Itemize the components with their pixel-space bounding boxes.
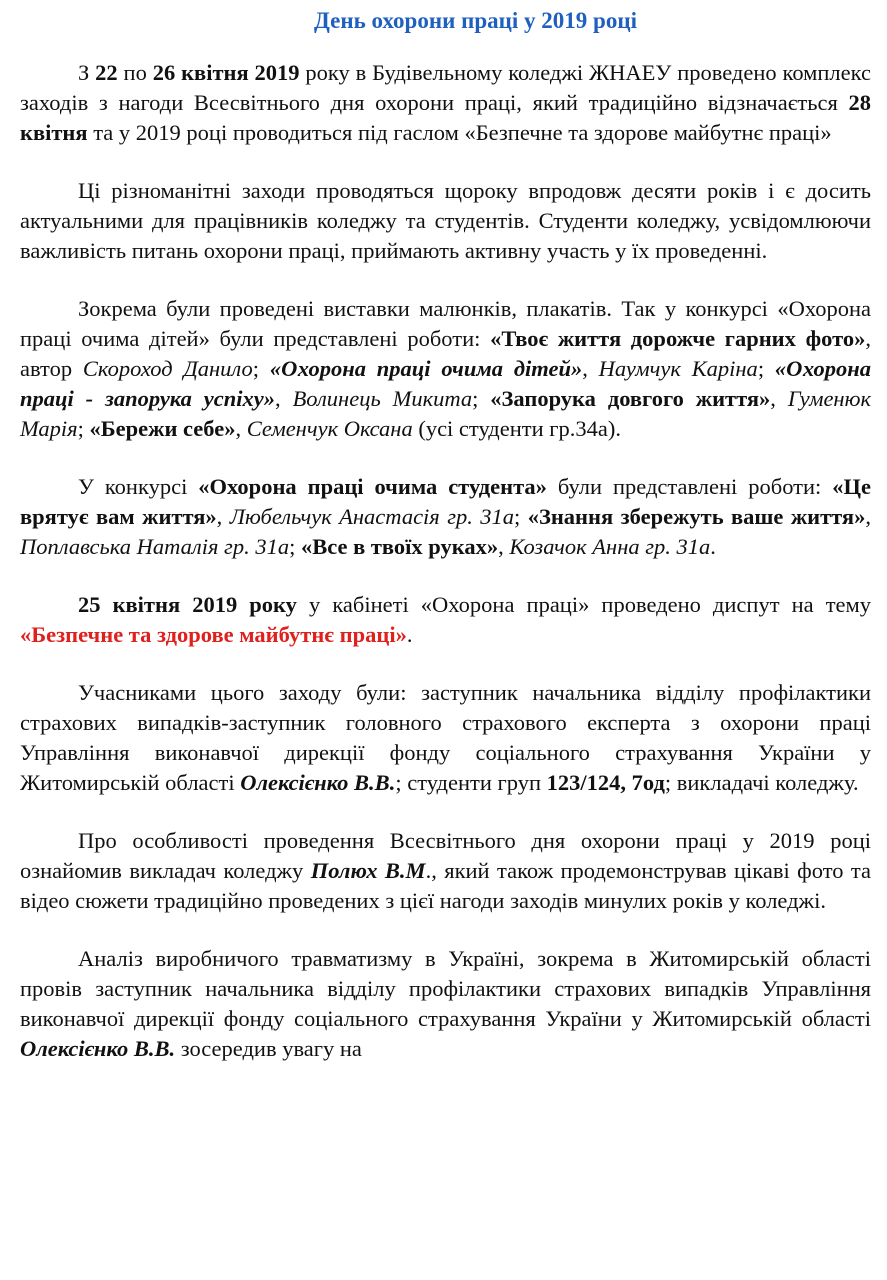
text: по	[117, 60, 153, 85]
person-name: Олексієнко В.В.	[20, 1036, 176, 1061]
date-end: 26 квітня 2019	[152, 60, 300, 85]
paragraph-tradition: Ці різноманітні заходи проводяться щороку впродовж десяти років і є досить актуальними для працівників коледжу та студентів. Студенти коледжу, усвідомлюючи важливість питань охорони праці, приймають активну участь у їх проведенні.	[20, 178, 871, 263]
paragraph-intro	[20, 58, 871, 148]
text: ,	[235, 416, 247, 441]
work-title: «Охорона праці - запорука успіху»	[20, 356, 871, 411]
work-title: «Це врятує вам життя»	[20, 474, 871, 529]
author-name: Наумчук Каріна	[598, 356, 758, 381]
text: ,	[498, 534, 510, 559]
text: ,	[582, 356, 599, 381]
text: З	[78, 60, 96, 85]
author-name: Козачок Анна гр. 31а	[509, 534, 711, 559]
text: ;	[472, 386, 491, 411]
text: ;	[757, 356, 775, 381]
text: .	[406, 622, 413, 647]
document-title: День охорони праці у 2019 році	[314, 8, 637, 33]
author-name: Любельчук Анастасія гр. 31а	[229, 504, 515, 529]
contest-title: «Охорона праці очима студента»	[198, 474, 547, 499]
paragraph-participants	[20, 678, 871, 798]
work-title: «Охорона праці очима дітей»	[269, 356, 583, 381]
date-holiday: 28 квітня	[20, 90, 871, 145]
text: були представлені роботи:	[546, 474, 833, 499]
work-title: «Все в твоїх руках»	[300, 534, 499, 559]
student-groups: 123/124, 7од	[546, 770, 665, 795]
work-title: «Твоє життя дорожче гарних фото»	[490, 326, 866, 351]
text: ,	[770, 386, 788, 411]
text: зосередив увагу на	[175, 1036, 362, 1061]
text: Про особливості проведення Всесвітнього дня охорони праці у 2019 році ознайомив викладач коледжу	[20, 828, 871, 883]
author-name: Волинець Микита	[292, 386, 473, 411]
text: ,	[275, 386, 293, 411]
work-title: «Запорука довгого життя»	[490, 386, 771, 411]
text: ; студенти груп	[395, 770, 547, 795]
work-title: «Бережи себе»	[89, 416, 236, 441]
text: року в Будівельному коледжі ЖНАЕУ проведено комплекс заходів з нагоди Всесвітнього дня охорони праці, який традиційно відзначається	[20, 60, 871, 115]
text: ;	[252, 356, 270, 381]
text: та у 2019 році проводиться під гаслом «Безпечне та здорове майбутнє праці»	[87, 120, 832, 145]
work-title: «Знання збережуть ваше життя»	[527, 504, 866, 529]
paragraph-student-contest	[20, 472, 871, 562]
text: Зокрема були проведені виставки малюнків, плакатів. Так у конкурсі «Охорона праці очима дітей» були представлені роботи:	[20, 296, 871, 351]
text: ;	[514, 504, 528, 529]
text: , автор	[20, 326, 871, 381]
text: (усі студенти гр.34а).	[412, 416, 621, 441]
author-name: Гуменюк Марія	[20, 386, 871, 441]
text: .	[710, 534, 716, 559]
paragraph-analysis	[20, 944, 871, 1064]
person-name: Полюх В.М	[310, 858, 426, 883]
text: у кабінеті «Охорона праці» проведено диспут на тему	[296, 592, 872, 617]
text: Учасниками цього заходу були: заступник начальника відділу профілактики страхових випадків-заступник головного страхового експерта з охорони праці Управління виконавчої дирекції фонду соціального страхування України у Житомирській області	[20, 680, 871, 795]
text: ,	[865, 504, 871, 529]
text: У конкурсі	[78, 474, 199, 499]
debate-date: 25 квітня 2019 року	[78, 592, 297, 617]
paragraph-debate	[20, 590, 871, 650]
author-name: Скороход Данило	[82, 356, 253, 381]
author-name: Поплавська Наталія гр. 31а	[20, 534, 290, 559]
text: ;	[77, 416, 90, 441]
date-start: 22	[95, 60, 118, 85]
paragraph-presentation	[20, 826, 871, 916]
text: ,	[216, 504, 230, 529]
text: ; викладачі коледжу.	[664, 770, 859, 795]
author-name: Семенчук Оксана	[246, 416, 413, 441]
text: ;	[289, 534, 301, 559]
paragraph-children-contest	[20, 294, 871, 444]
text: ., який також продемонстрував цікаві фото та відео сюжети традиційно проведених з цієї нагоди заходів минулих років у коледжі.	[20, 858, 871, 913]
text: Аналіз виробничого травматизму в Україні, зокрема в Житомирській області провів заступник начальника відділу профілактики страхових випадків Управління виконавчої дирекції фонду соціального страхування України у Житомирській області	[20, 946, 871, 1031]
debate-topic: «Безпечне та здорове майбутнє праці»	[20, 622, 407, 647]
person-name: Олексієнко В.В.	[240, 770, 396, 795]
